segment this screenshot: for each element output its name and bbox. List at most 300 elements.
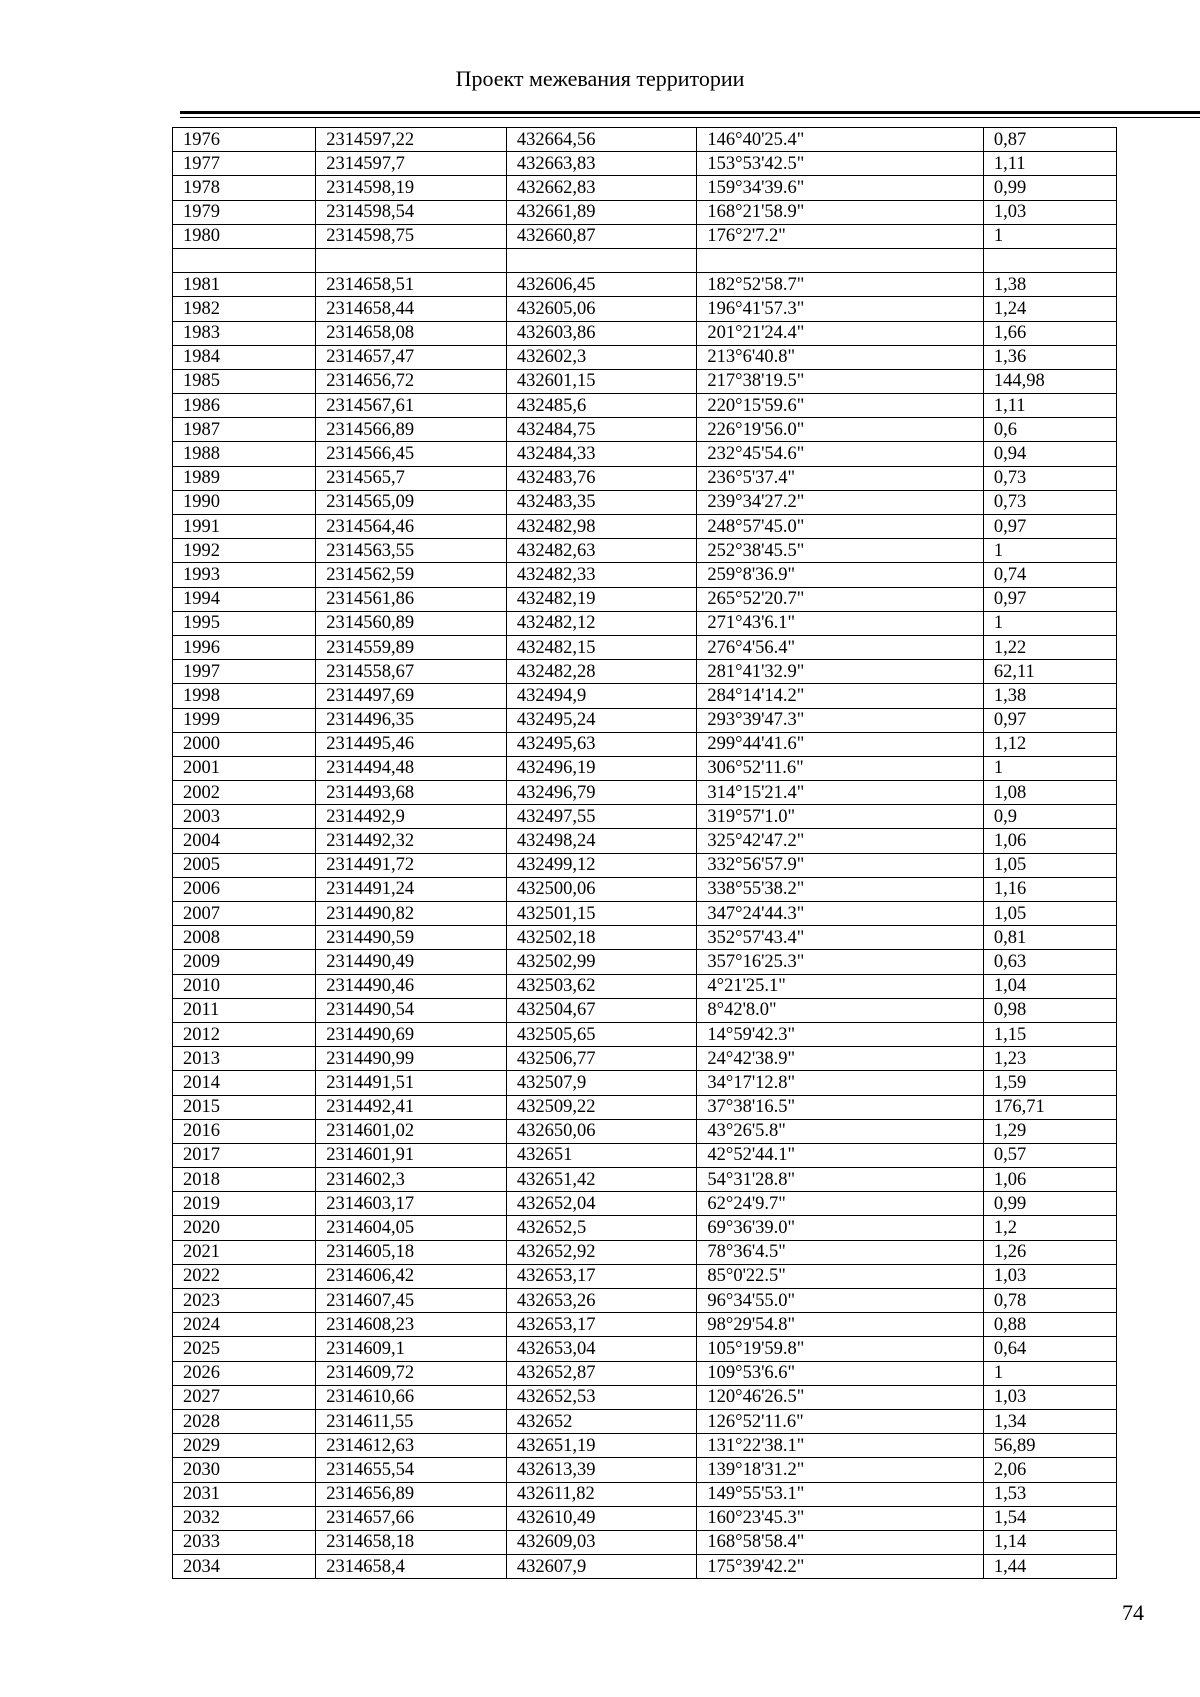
bearing-cell: 175°39'42.2" <box>697 1555 983 1579</box>
y-coordinate-cell: 432650,06 <box>506 1119 697 1143</box>
x-coordinate-cell: 2314607,45 <box>316 1289 507 1313</box>
bearing-cell: 159°34'39.6" <box>697 176 983 200</box>
point-number-cell: 1995 <box>173 611 316 635</box>
bearing-cell: 24°42'38.9" <box>697 1047 983 1071</box>
point-number-cell: 1977 <box>173 152 316 176</box>
y-coordinate-cell: 432482,19 <box>506 587 697 611</box>
bearing-cell: 239°34'27.2" <box>697 490 983 514</box>
y-coordinate-cell: 432502,18 <box>506 926 697 950</box>
x-coordinate-cell: 2314565,7 <box>316 466 507 490</box>
bearing-cell: 314°15'21.4" <box>697 781 983 805</box>
distance-cell: 1,15 <box>983 1022 1116 1046</box>
bearing-cell: 293°39'47.3" <box>697 708 983 732</box>
x-coordinate-cell: 2314558,67 <box>316 660 507 684</box>
point-number-cell: 1980 <box>173 224 316 248</box>
bearing-cell: 201°21'24.4" <box>697 321 983 345</box>
distance-cell: 1,59 <box>983 1071 1116 1095</box>
y-coordinate-cell: 432606,45 <box>506 273 697 297</box>
table-row <box>173 1313 1117 1337</box>
point-number-cell: 2031 <box>173 1482 316 1506</box>
table-row <box>173 1434 1117 1458</box>
bearing-cell: 220°15'59.6" <box>697 394 983 418</box>
bearing-cell: 105°19'59.8" <box>697 1337 983 1361</box>
bearing-cell: 213°6'40.8" <box>697 345 983 369</box>
bearing-cell: 357°16'25.3" <box>697 950 983 974</box>
distance-cell: 0,6 <box>983 418 1116 442</box>
point-number-cell: 2008 <box>173 926 316 950</box>
distance-cell: 0,73 <box>983 490 1116 514</box>
table-row <box>173 1264 1117 1288</box>
x-coordinate-cell: 2314597,7 <box>316 152 507 176</box>
y-coordinate-cell: 432483,35 <box>506 490 697 514</box>
distance-cell: 1,29 <box>983 1119 1116 1143</box>
point-number-cell: 1976 <box>173 128 316 152</box>
table-row <box>173 321 1117 345</box>
y-coordinate-cell: 432653,04 <box>506 1337 697 1361</box>
y-coordinate-cell: 432661,89 <box>506 200 697 224</box>
distance-cell: 0,9 <box>983 805 1116 829</box>
x-coordinate-cell: 2314490,69 <box>316 1022 507 1046</box>
distance-cell: 1,06 <box>983 1168 1116 1192</box>
x-coordinate-cell: 2314658,4 <box>316 1555 507 1579</box>
distance-cell: 0,97 <box>983 515 1116 539</box>
y-coordinate-cell: 432484,75 <box>506 418 697 442</box>
bearing-cell: 325°42'47.2" <box>697 829 983 853</box>
x-coordinate-cell: 2314603,17 <box>316 1192 507 1216</box>
point-number-cell: 1987 <box>173 418 316 442</box>
y-coordinate-cell: 432609,03 <box>506 1530 697 1554</box>
y-coordinate-cell: 432500,06 <box>506 877 697 901</box>
point-number-cell: 1996 <box>173 635 316 659</box>
point-number-cell: 2023 <box>173 1289 316 1313</box>
bearing-cell: 85°0'22.5" <box>697 1264 983 1288</box>
bearing-cell: 42°52'44.1" <box>697 1143 983 1167</box>
y-coordinate-cell: 432496,79 <box>506 781 697 805</box>
point-number-cell: 1991 <box>173 515 316 539</box>
point-number-cell: 2011 <box>173 998 316 1022</box>
y-coordinate-cell: 432653,17 <box>506 1264 697 1288</box>
y-coordinate-cell: 432663,83 <box>506 152 697 176</box>
point-number-cell: 2030 <box>173 1458 316 1482</box>
table-row <box>173 224 1117 248</box>
distance-cell: 1 <box>983 756 1116 780</box>
distance-cell: 1,06 <box>983 829 1116 853</box>
point-number-cell: 2003 <box>173 805 316 829</box>
bearing-cell: 146°40'25.4" <box>697 128 983 152</box>
distance-cell: 176,71 <box>983 1095 1116 1119</box>
bearing-cell: 281°41'32.9" <box>697 660 983 684</box>
point-number-cell: 2025 <box>173 1337 316 1361</box>
point-number-cell: 2014 <box>173 1071 316 1095</box>
y-coordinate-cell: 432651,42 <box>506 1168 697 1192</box>
bearing-cell: 196°41'57.3" <box>697 297 983 321</box>
table-row <box>173 1458 1117 1482</box>
distance-cell: 0,94 <box>983 442 1116 466</box>
x-coordinate-cell: 2314562,59 <box>316 563 507 587</box>
table-row <box>173 200 1117 224</box>
x-coordinate-cell: 2314492,41 <box>316 1095 507 1119</box>
x-coordinate-cell: 2314658,51 <box>316 273 507 297</box>
distance-cell: 0,99 <box>983 176 1116 200</box>
x-coordinate-cell: 2314597,22 <box>316 128 507 152</box>
point-number-cell: 1993 <box>173 563 316 587</box>
y-coordinate-cell: 432607,9 <box>506 1555 697 1579</box>
table-row <box>173 515 1117 539</box>
x-coordinate-cell: 2314490,59 <box>316 926 507 950</box>
distance-cell: 2,06 <box>983 1458 1116 1482</box>
bearing-cell: 232°45'54.6" <box>697 442 983 466</box>
table-row <box>173 756 1117 780</box>
point-number-cell <box>173 248 316 272</box>
table-row <box>173 926 1117 950</box>
bearing-cell: 259°8'36.9" <box>697 563 983 587</box>
table-row <box>173 902 1117 926</box>
header-rule-thick <box>180 111 1200 114</box>
y-coordinate-cell: 432610,49 <box>506 1506 697 1530</box>
point-number-cell: 2013 <box>173 1047 316 1071</box>
y-coordinate-cell: 432652 <box>506 1409 697 1433</box>
distance-cell: 1,03 <box>983 1264 1116 1288</box>
bearing-cell: 271°43'6.1" <box>697 611 983 635</box>
bearing-cell: 78°36'4.5" <box>697 1240 983 1264</box>
x-coordinate-cell: 2314559,89 <box>316 635 507 659</box>
x-coordinate-cell: 2314491,24 <box>316 877 507 901</box>
distance-cell: 1,34 <box>983 1409 1116 1433</box>
bearing-cell: 14°59'42.3" <box>697 1022 983 1046</box>
x-coordinate-cell: 2314608,23 <box>316 1313 507 1337</box>
distance-cell: 0,64 <box>983 1337 1116 1361</box>
y-coordinate-cell: 432485,6 <box>506 394 697 418</box>
distance-cell: 1,11 <box>983 394 1116 418</box>
table-row <box>173 1385 1117 1409</box>
point-number-cell: 2007 <box>173 902 316 926</box>
point-number-cell: 2029 <box>173 1434 316 1458</box>
point-number-cell: 1994 <box>173 587 316 611</box>
table-row <box>173 490 1117 514</box>
point-number-cell: 2015 <box>173 1095 316 1119</box>
x-coordinate-cell: 2314598,75 <box>316 224 507 248</box>
table-row <box>173 708 1117 732</box>
y-coordinate-cell: 432482,12 <box>506 611 697 635</box>
bearing-cell: 98°29'54.8" <box>697 1313 983 1337</box>
bearing-cell: 126°52'11.6" <box>697 1409 983 1433</box>
y-coordinate-cell: 432497,55 <box>506 805 697 829</box>
point-number-cell: 2027 <box>173 1385 316 1409</box>
bearing-cell: 109°53'6.6" <box>697 1361 983 1385</box>
point-number-cell: 1981 <box>173 273 316 297</box>
x-coordinate-cell: 2314604,05 <box>316 1216 507 1240</box>
point-number-cell: 2004 <box>173 829 316 853</box>
distance-cell: 1,04 <box>983 974 1116 998</box>
table-row <box>173 587 1117 611</box>
x-coordinate-cell: 2314656,72 <box>316 369 507 393</box>
x-coordinate-cell: 2314609,1 <box>316 1337 507 1361</box>
coordinates-table <box>172 127 1117 1579</box>
y-coordinate-cell: 432509,22 <box>506 1095 697 1119</box>
distance-cell: 0,98 <box>983 998 1116 1022</box>
bearing-cell: 4°21'25.1" <box>697 974 983 998</box>
y-coordinate-cell: 432482,28 <box>506 660 697 684</box>
x-coordinate-cell: 2314656,89 <box>316 1482 507 1506</box>
distance-cell: 144,98 <box>983 369 1116 393</box>
bearing-cell: 62°24'9.7" <box>697 1192 983 1216</box>
x-coordinate-cell: 2314601,02 <box>316 1119 507 1143</box>
y-coordinate-cell: 432506,77 <box>506 1047 697 1071</box>
y-coordinate-cell: 432498,24 <box>506 829 697 853</box>
x-coordinate-cell: 2314598,19 <box>316 176 507 200</box>
bearing-cell: 69°36'39.0" <box>697 1216 983 1240</box>
y-coordinate-cell: 432652,53 <box>506 1385 697 1409</box>
table-row <box>173 418 1117 442</box>
distance-cell: 62,11 <box>983 660 1116 684</box>
distance-cell: 1 <box>983 1361 1116 1385</box>
y-coordinate-cell: 432482,15 <box>506 635 697 659</box>
x-coordinate-cell: 2314495,46 <box>316 732 507 756</box>
point-number-cell: 2005 <box>173 853 316 877</box>
distance-cell <box>983 248 1116 272</box>
bearing-cell: 120°46'26.5" <box>697 1385 983 1409</box>
bearing-cell: 252°38'45.5" <box>697 539 983 563</box>
x-coordinate-cell: 2314658,44 <box>316 297 507 321</box>
distance-cell: 1,66 <box>983 321 1116 345</box>
point-number-cell: 1989 <box>173 466 316 490</box>
y-coordinate-cell: 432613,39 <box>506 1458 697 1482</box>
x-coordinate-cell: 2314611,55 <box>316 1409 507 1433</box>
bearing-cell: 338°55'38.2" <box>697 877 983 901</box>
distance-cell: 0,97 <box>983 708 1116 732</box>
y-coordinate-cell: 432502,99 <box>506 950 697 974</box>
bearing-cell: 153°53'42.5" <box>697 152 983 176</box>
point-number-cell: 1992 <box>173 539 316 563</box>
distance-cell: 1,16 <box>983 877 1116 901</box>
y-coordinate-cell: 432482,63 <box>506 539 697 563</box>
x-coordinate-cell: 2314612,63 <box>316 1434 507 1458</box>
point-number-cell: 1999 <box>173 708 316 732</box>
y-coordinate-cell: 432496,19 <box>506 756 697 780</box>
x-coordinate-cell: 2314497,69 <box>316 684 507 708</box>
table-row <box>173 829 1117 853</box>
y-coordinate-cell <box>506 248 697 272</box>
distance-cell: 1,08 <box>983 781 1116 805</box>
x-coordinate-cell: 2314566,45 <box>316 442 507 466</box>
point-number-cell: 1984 <box>173 345 316 369</box>
point-number-cell: 2017 <box>173 1143 316 1167</box>
distance-cell: 0,81 <box>983 926 1116 950</box>
point-number-cell: 1978 <box>173 176 316 200</box>
bearing-cell: 319°57'1.0" <box>697 805 983 829</box>
distance-cell: 0,97 <box>983 587 1116 611</box>
point-number-cell: 2028 <box>173 1409 316 1433</box>
table-row <box>173 950 1117 974</box>
x-coordinate-cell: 2314606,42 <box>316 1264 507 1288</box>
x-coordinate-cell: 2314490,46 <box>316 974 507 998</box>
distance-cell: 0,78 <box>983 1289 1116 1313</box>
table-row <box>173 1047 1117 1071</box>
y-coordinate-cell: 432503,62 <box>506 974 697 998</box>
bearing-cell: 176°2'7.2" <box>697 224 983 248</box>
table-row <box>173 1409 1117 1433</box>
point-number-cell: 2016 <box>173 1119 316 1143</box>
bearing-cell: 149°55'53.1" <box>697 1482 983 1506</box>
distance-cell: 56,89 <box>983 1434 1116 1458</box>
point-number-cell: 1998 <box>173 684 316 708</box>
distance-cell: 1,05 <box>983 853 1116 877</box>
x-coordinate-cell: 2314492,32 <box>316 829 507 853</box>
x-coordinate-cell: 2314492,9 <box>316 805 507 829</box>
header-rule-thin <box>180 117 1200 118</box>
point-number-cell: 2033 <box>173 1530 316 1554</box>
table-row <box>173 1216 1117 1240</box>
table-row <box>173 732 1117 756</box>
bearing-cell: 96°34'55.0" <box>697 1289 983 1313</box>
point-number-cell: 2024 <box>173 1313 316 1337</box>
point-number-cell: 1990 <box>173 490 316 514</box>
table-row <box>173 442 1117 466</box>
table-row <box>173 394 1117 418</box>
bearing-cell <box>697 248 983 272</box>
x-coordinate-cell: 2314561,86 <box>316 587 507 611</box>
table-row <box>173 998 1117 1022</box>
page-number: 74 <box>1122 1600 1144 1625</box>
distance-cell: 1,26 <box>983 1240 1116 1264</box>
table-row <box>173 877 1117 901</box>
table-row <box>173 466 1117 490</box>
y-coordinate-cell: 432652,92 <box>506 1240 697 1264</box>
bearing-cell: 236°5'37.4" <box>697 466 983 490</box>
point-number-cell: 1985 <box>173 369 316 393</box>
x-coordinate-cell: 2314494,48 <box>316 756 507 780</box>
table-row <box>173 1168 1117 1192</box>
y-coordinate-cell: 432664,56 <box>506 128 697 152</box>
distance-cell: 1,03 <box>983 1385 1116 1409</box>
table-row <box>173 635 1117 659</box>
page-header-title: Проект межевания территории <box>455 66 745 91</box>
x-coordinate-cell: 2314601,91 <box>316 1143 507 1167</box>
table-row <box>173 1192 1117 1216</box>
x-coordinate-cell: 2314605,18 <box>316 1240 507 1264</box>
x-coordinate-cell: 2314490,54 <box>316 998 507 1022</box>
distance-cell: 1,24 <box>983 297 1116 321</box>
table-row <box>173 1071 1117 1095</box>
x-coordinate-cell: 2314598,54 <box>316 200 507 224</box>
table-row <box>173 1022 1117 1046</box>
distance-cell: 0,87 <box>983 128 1116 152</box>
table-row <box>173 248 1117 272</box>
distance-cell: 1,22 <box>983 635 1116 659</box>
x-coordinate-cell: 2314567,61 <box>316 394 507 418</box>
bearing-cell: 37°38'16.5" <box>697 1095 983 1119</box>
coordinates-table-body <box>173 128 1117 1579</box>
distance-cell: 1,14 <box>983 1530 1116 1554</box>
y-coordinate-cell: 432494,9 <box>506 684 697 708</box>
y-coordinate-cell: 432652,5 <box>506 1216 697 1240</box>
point-number-cell: 2012 <box>173 1022 316 1046</box>
table-row <box>173 781 1117 805</box>
distance-cell: 1,53 <box>983 1482 1116 1506</box>
y-coordinate-cell: 432653,26 <box>506 1289 697 1313</box>
table-row <box>173 176 1117 200</box>
table-row <box>173 539 1117 563</box>
distance-cell: 0,88 <box>983 1313 1116 1337</box>
table-row <box>173 345 1117 369</box>
distance-cell: 0,73 <box>983 466 1116 490</box>
distance-cell: 1,38 <box>983 684 1116 708</box>
point-number-cell: 1997 <box>173 660 316 684</box>
table-row <box>173 1119 1117 1143</box>
table-row <box>173 974 1117 998</box>
bearing-cell: 168°21'58.9" <box>697 200 983 224</box>
bearing-cell: 276°4'56.4" <box>697 635 983 659</box>
y-coordinate-cell: 432652,04 <box>506 1192 697 1216</box>
point-number-cell: 2010 <box>173 974 316 998</box>
bearing-cell: 299°44'41.6" <box>697 732 983 756</box>
table-row <box>173 805 1117 829</box>
distance-cell: 1 <box>983 539 1116 563</box>
table-row <box>173 1337 1117 1361</box>
x-coordinate-cell: 2314657,66 <box>316 1506 507 1530</box>
x-coordinate-cell: 2314610,66 <box>316 1385 507 1409</box>
x-coordinate-cell: 2314560,89 <box>316 611 507 635</box>
bearing-cell: 54°31'28.8" <box>697 1168 983 1192</box>
point-number-cell: 2034 <box>173 1555 316 1579</box>
bearing-cell: 8°42'8.0" <box>697 998 983 1022</box>
x-coordinate-cell <box>316 248 507 272</box>
bearing-cell: 306°52'11.6" <box>697 756 983 780</box>
bearing-cell: 139°18'31.2" <box>697 1458 983 1482</box>
bearing-cell: 168°58'58.4" <box>697 1530 983 1554</box>
bearing-cell: 347°24'44.3" <box>697 902 983 926</box>
bearing-cell: 217°38'19.5" <box>697 369 983 393</box>
table-row <box>173 297 1117 321</box>
table-row <box>173 660 1117 684</box>
point-number-cell: 2002 <box>173 781 316 805</box>
x-coordinate-cell: 2314658,18 <box>316 1530 507 1554</box>
point-number-cell: 2000 <box>173 732 316 756</box>
table-row <box>173 1555 1117 1579</box>
distance-cell: 1 <box>983 224 1116 248</box>
distance-cell: 1,36 <box>983 345 1116 369</box>
distance-cell: 1,54 <box>983 1506 1116 1530</box>
x-coordinate-cell: 2314493,68 <box>316 781 507 805</box>
point-number-cell: 1979 <box>173 200 316 224</box>
x-coordinate-cell: 2314657,47 <box>316 345 507 369</box>
x-coordinate-cell: 2314609,72 <box>316 1361 507 1385</box>
y-coordinate-cell: 432495,63 <box>506 732 697 756</box>
x-coordinate-cell: 2314602,3 <box>316 1168 507 1192</box>
y-coordinate-cell: 432653,17 <box>506 1313 697 1337</box>
table-row <box>173 128 1117 152</box>
y-coordinate-cell: 432602,3 <box>506 345 697 369</box>
y-coordinate-cell: 432660,87 <box>506 224 697 248</box>
table-row <box>173 273 1117 297</box>
y-coordinate-cell: 432611,82 <box>506 1482 697 1506</box>
point-number-cell: 2006 <box>173 877 316 901</box>
table-row <box>173 611 1117 635</box>
x-coordinate-cell: 2314564,46 <box>316 515 507 539</box>
point-number-cell: 2022 <box>173 1264 316 1288</box>
distance-cell: 0,63 <box>983 950 1116 974</box>
point-number-cell: 2019 <box>173 1192 316 1216</box>
bearing-cell: 352°57'43.4" <box>697 926 983 950</box>
x-coordinate-cell: 2314655,54 <box>316 1458 507 1482</box>
distance-cell: 1,2 <box>983 1216 1116 1240</box>
y-coordinate-cell: 432651 <box>506 1143 697 1167</box>
distance-cell: 1,44 <box>983 1555 1116 1579</box>
y-coordinate-cell: 432483,76 <box>506 466 697 490</box>
point-number-cell: 1988 <box>173 442 316 466</box>
point-number-cell: 2021 <box>173 1240 316 1264</box>
x-coordinate-cell: 2314566,89 <box>316 418 507 442</box>
